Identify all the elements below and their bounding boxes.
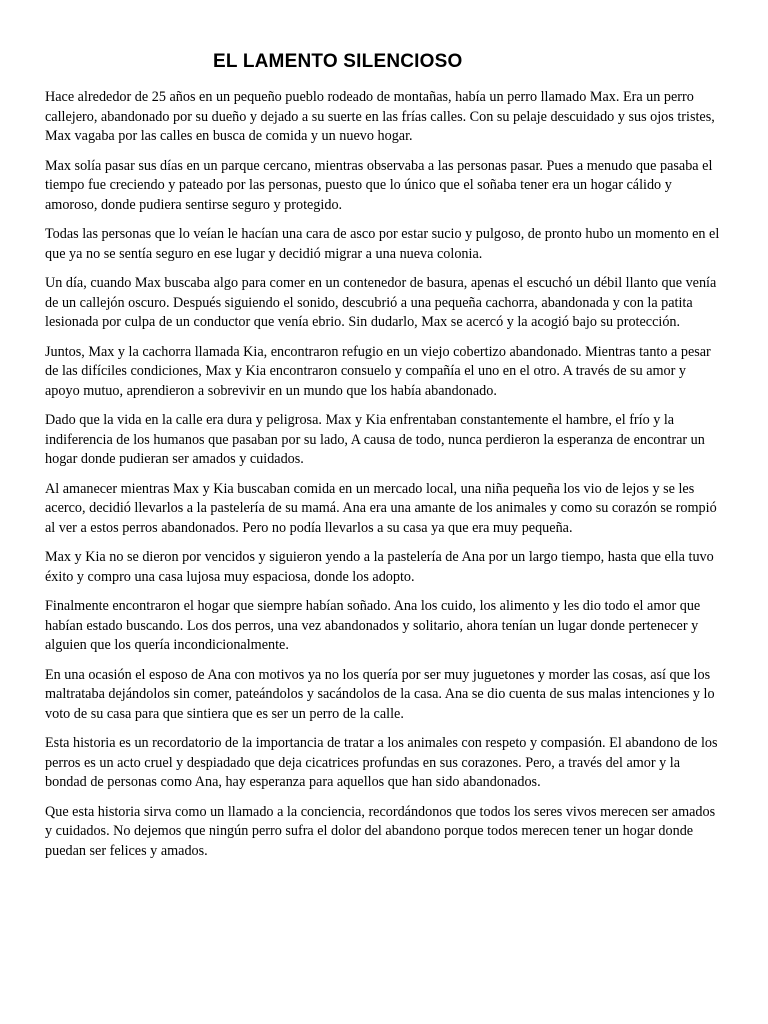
paragraph-10: En una ocasión el esposo de Ana con motivos ya no los quería por ser muy juguetones y morder las cosas, así que los maltrataba dejándolos sin comer, pateándolos y sacándolos de la casa. Ana se dio cuenta de sus malas intenciones y lo voto de su casa para que sintiera que es ser un perro de la calle. (45, 666, 715, 722)
paragraph-3: Todas las personas que lo veían le hacían una cara de asco por estar sucio y pulgoso, de pronto hubo un momento en el que ya no se sentía seguro en ese lugar y decidió migrar a una nueva colonia. (45, 226, 720, 262)
document-title: EL LAMENTO SILENCIOSO (213, 51, 463, 72)
document-page (45, 50, 723, 871)
paragraph-12: Que esta historia sirva como un llamado a la conciencia, recordándonos que todos los seres vivos merecen ser amados y cuidados. No dejemos que ningún perro sufra el dolor del abandono porque todos merecen tener un hogar donde puedan ser felices y amados. (45, 803, 716, 859)
paragraph-9: Finalmente encontraron el hogar que siempre habían soñado. Ana los cuido, los alimento y les dio todo el amor que habían estado buscando. Los dos perros, una vez abandonados y solitario, ahora tenían un lugar donde pertenecer y alguien que los quería incondicionalmente. (45, 598, 701, 653)
paragraph-1: Hace alrededor de 25 años en un pequeño pueblo rodeado de montañas, había un perro llamado Max. Era un perro callejero, abandonado por su dueño y dejado a su suerte en las frías calles. Con su pelaje descuidado y sus ojos tristes, Max vagaba por las calles en busca de comida y un nuevo hogar. (45, 89, 715, 144)
paragraph-5: Juntos, Max y la cachorra llamada Kia, encontraron refugio en un viejo cobertizo abandonado. Mientras tanto a pesar de las difíciles condiciones, Max y Kia encontraron consuelo y compañía el uno en el otro. A través de su amor y apoyo mutuo, aprendieron a sobrevivir en un mundo que los había abandonado. (45, 343, 711, 399)
paragraph-2: Max solía pasar sus días en un parque cercano, mientras observaba a las personas pasar. Pues a menudo que pasaba el tiempo fue creciendo y pateado por las personas, puesto que lo único que el soñaba tener era un hogar cálido y amoroso, donde pudiera sentirse seguro y protegido. (45, 157, 713, 213)
paragraph-4: Un día, cuando Max buscaba algo para comer en un contenedor de basura, apenas el escuchó un débil llanto que venía de un callejón oscuro. Después siguiendo el sonido, descubrió a una pequeña cachorra, abandonada y con la patita lesionada por culpa de un conductor que venía ebrio. Sin dudarlo, Max se acercó y la acogió bajo su protección. (45, 275, 717, 330)
paragraph-11: Esta historia es un recordatorio de la importancia de tratar a los animales con respeto y compasión. El abandono de los perros es un acto cruel y despiadado que deja cicatrices profundas en sus corazones. Pero, a través del amor y la bondad de personas como Ana, hay esperanza para aquellos que han sido abandonados. (45, 735, 718, 790)
paragraph-8: Max y Kia no se dieron por vencidos y siguieron yendo a la pastelería de Ana por un largo tiempo, hasta que ella tuvo éxito y compro una casa lujosa muy espaciosa, donde los adopto. (45, 549, 714, 585)
paragraph-7: Al amanecer mientras Max y Kia buscaban comida en un mercado local, una niña pequeña los vio de lejos y se les acerco, decidió llevarlos a la pastelería de su mamá. Ana era una amante de los animales y como su corazón se rompió al ver a estos perros abandonados. Pero no podía llevarlos a su casa ya que era muy pequeña. (45, 480, 717, 536)
paragraph-6: Dado que la vida en la calle era dura y peligrosa. Max y Kia enfrentaban constantemente el hambre, el frío y la indiferencia de los humanos que pasaban por su lado, A causa de todo, nunca perdieron la esperanza de encontrar un hogar donde pudieran ser amados y cuidados. (45, 412, 705, 467)
